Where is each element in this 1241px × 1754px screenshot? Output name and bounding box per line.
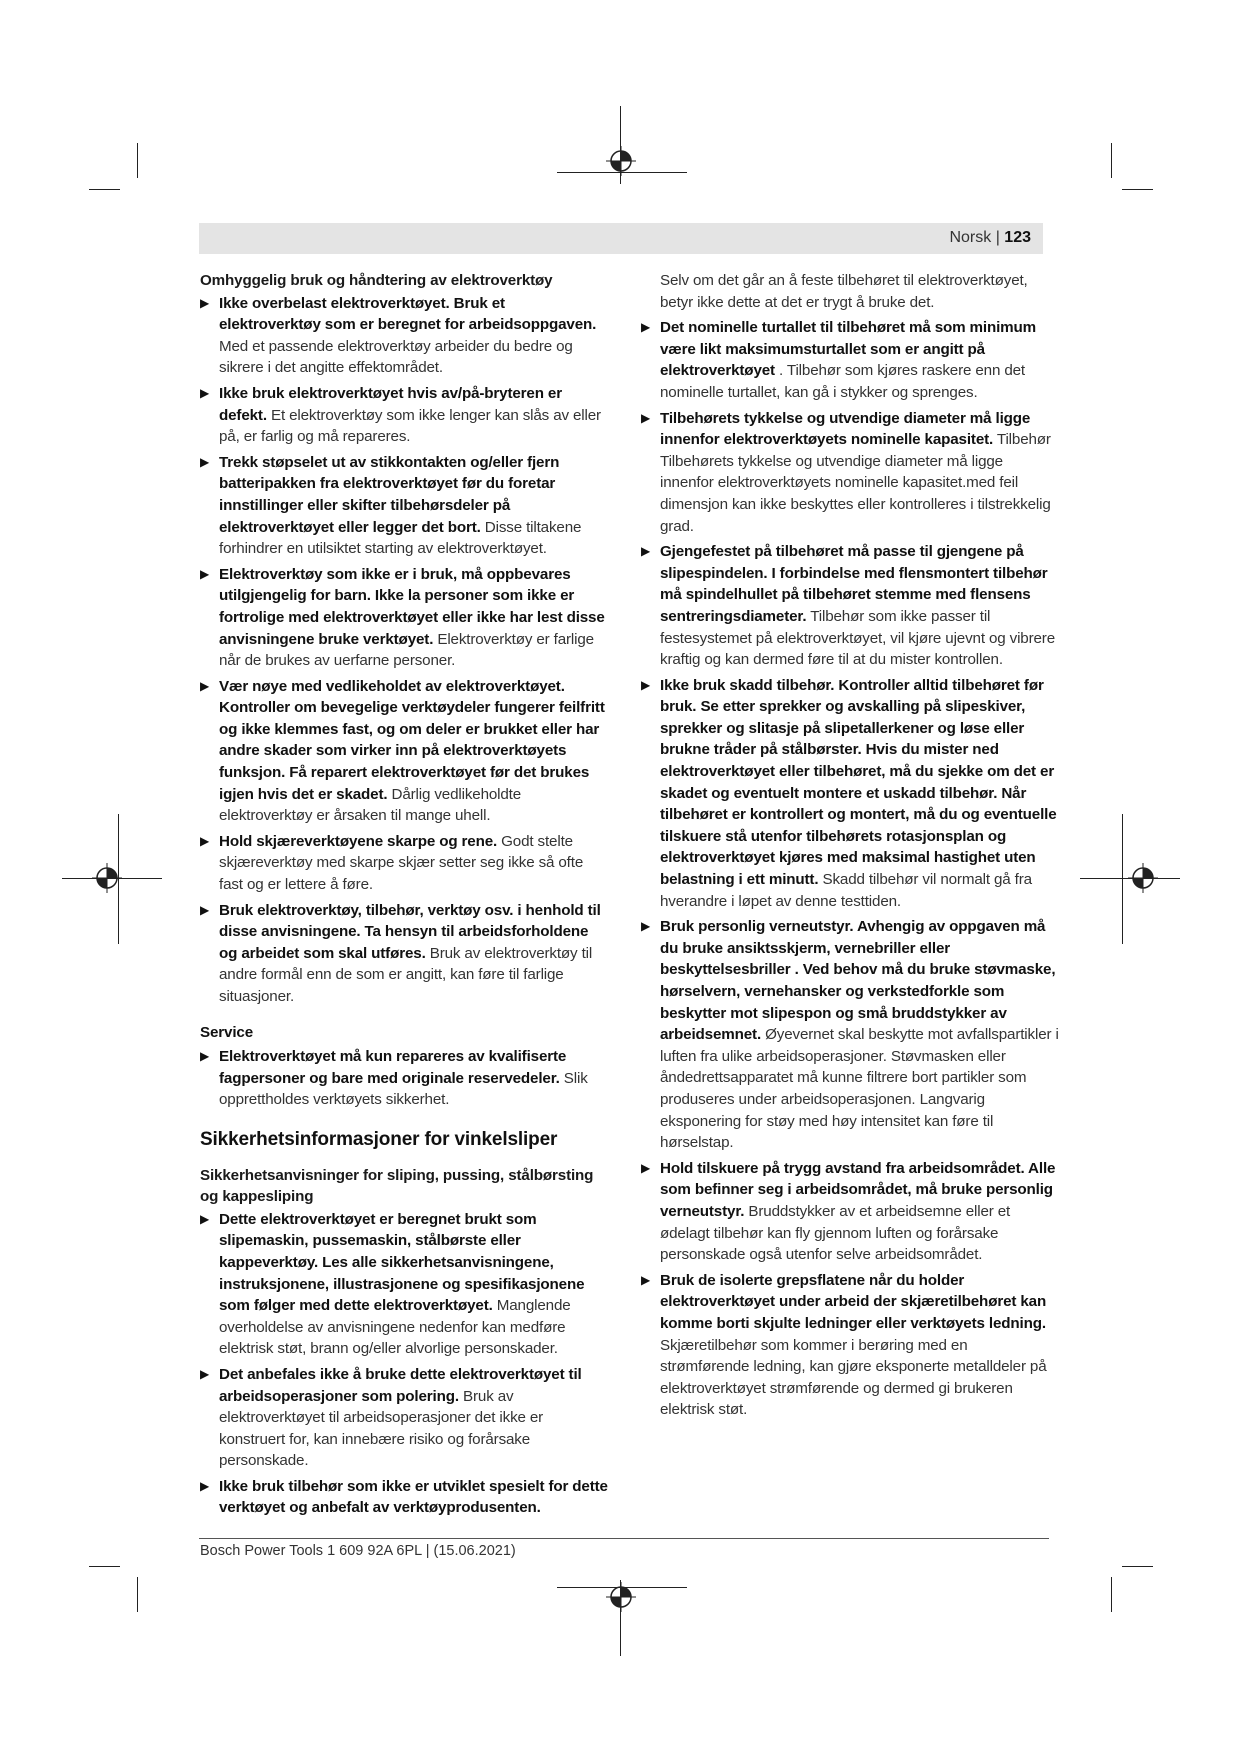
bullet-triangle-icon: ▶ [200, 833, 210, 848]
crop-mark [89, 1566, 120, 1567]
registration-target-icon [92, 863, 122, 893]
bullet-bold-text: Tilbehørets tykkelse og utvendige diameter må ligge innenfor elektroverktøyets nominelle kapasitet. [660, 409, 1031, 449]
registration-target-icon [606, 146, 636, 176]
crop-mark [1122, 1566, 1153, 1567]
crop-mark [137, 1577, 138, 1612]
bullet-text: Dårlig vedlikeholdte elektroverktøy er årsaken til mange uhell. [219, 785, 522, 825]
bullet-text: Tilbehør Tilbehørets tykkelse og utvendige diameter må ligge innenfor elektroverktøyets nominelle kapasitet.med feil dimensjon kan ikke beskyttes eller kontrolleres i tilstrekkelig grad. [660, 431, 1051, 535]
bullet-triangle-icon: ▶ [200, 295, 210, 310]
bullet-triangle-icon: ▶ [200, 678, 210, 693]
bullet-bold-text: Ikke overbelast elektroverktøyet. Bruk et elektroverktøy som er beregnet for arbeidsoppgaven. [219, 294, 597, 334]
bullet-item [641, 916, 1059, 1154]
bullet-text: Slik opprettholdes verktøyets sikkerhet. [219, 1069, 588, 1109]
bullet-item [641, 1270, 1059, 1421]
page-header [199, 223, 1043, 254]
bullet-bold-text: Dette elektroverktøyet er beregnet brukt som slipemaskin, pussemaskin, stålbørste eller kappeverktøy. Les alle sikkerhetsanvisningene, instruksjonene, illustrasjonene og spesifikasjonene som følger med dette elektroverktøyet. [219, 1210, 585, 1315]
bullet-bold-text: Bruk de isolerte grepsflatene når du holder elektroverktøyet under arbeid der skjæretilbehøret kan komme borti skjulte ledninger eller verktøyets ledning. [660, 1271, 1047, 1332]
bullet-triangle-icon: ▶ [200, 1211, 210, 1226]
bullet-text: Bruk av elektroverktøyet til arbeidsoperasjoner det ikke er konstruert for, kan innebære risiko og forårsake personskade. [219, 1387, 544, 1470]
crop-mark [137, 143, 138, 178]
bullet-triangle-icon: ▶ [641, 1160, 651, 1175]
bullet-text: Bruddstykker av et arbeidsemne eller et ødelagt tilbehør kan fly gjennom luften og forårsake personskade også utenfor selve arbeidsområdet. [660, 1202, 1011, 1264]
bullet-item [200, 452, 608, 560]
bullet-triangle-icon: ▶ [641, 1272, 651, 1287]
bullet-triangle-icon: ▶ [641, 320, 651, 335]
bullet-triangle-icon: ▶ [641, 677, 651, 692]
bullet-item [200, 293, 608, 379]
bullet-item [200, 676, 608, 827]
bullet-item [200, 1046, 608, 1111]
footer-rule [199, 1538, 1049, 1539]
right-column [641, 270, 1059, 1425]
bullet-item [641, 408, 1059, 538]
bullet-text: Manglende overholdelse av anvisningene nedenfor kan medføre elektrisk støt, brann og/eller alvorlige personskader. [219, 1297, 571, 1358]
bullet-bold-text: Ikke bruk tilbehør som ikke er utviklet spesielt for dette verktøyet og anbefalt av verktøyprodusenten. [219, 1477, 608, 1517]
bullet-text: Tilbehør som ikke passer til festesystemet på elektroverktøyet, vil kjøre ujevnt og vibrere kraftig og kan dermed føre til at du mister kontrollen. [660, 607, 1056, 669]
bullet-text: . Tilbehør som kjøres raskere enn det nominelle turtallet, kan gå i stykker og sprenges. [660, 362, 1026, 401]
bullet-item [200, 1476, 608, 1519]
header-separator: | [995, 229, 1000, 246]
bullet-item [200, 1364, 608, 1472]
bullet-triangle-icon: ▶ [200, 902, 210, 917]
left-column [200, 270, 608, 1523]
page-number: 123 [1004, 229, 1031, 246]
bullet-bold-text: Trekk støpselet ut av stikkontakten og/eller fjern batteripakken fra elektroverktøyet før du foretar innstillinger eller skifter tilbehørsdeler på elektroverktøyet eller legger det bort. [219, 453, 560, 536]
bullet-text: Øyevernet skal beskytte mot avfallspartikler i luften fra ulike arbeidsoperasjoner. Støvmasken eller åndedrettsapparatet må kunne filtrere bort partikler som produseres under arbeidsoperasjonen. Langvarig eksponering for støy med høy intensitet kan føre til hørselstap. [660, 1026, 1059, 1152]
bullet-text: Disse tiltakene forhindrer en utilsiktet starting av elektroverktøyet. [219, 518, 582, 558]
service-heading: Service [200, 1023, 253, 1041]
subheading: Sikkerhetsanvisninger for sliping, pussing, stålbørsting og kappesliping [200, 1166, 594, 1206]
bullet-bold-text: Elektroverktøyet må kun repareres av kvalifiserte fagpersoner og bare med originale reservedeler. [219, 1048, 567, 1087]
bullet-item [200, 900, 608, 1008]
bullet-bold-text: Hold skjæreverktøyene skarpe og rene. [219, 832, 498, 850]
registration-line [1122, 814, 1123, 944]
crop-mark [89, 189, 120, 190]
bullet-bold-text: Gjengefestet på tilbehøret må passe til gjengene på slipespindelen. I forbindelse med flensmontert tilbehør må spindelhullet på tilbehøret stemme med flensens sentreringsdiameter. [660, 543, 1048, 625]
bullet-triangle-icon: ▶ [200, 385, 210, 400]
bullet-text: Bruk av elektroverktøy til andre formål enn de som er angitt, kan føre til farlige situasjoner. [219, 944, 593, 1005]
bullet-triangle-icon: ▶ [200, 1366, 210, 1381]
bullet-item [641, 317, 1059, 403]
bullet-text: Med et passende elektroverktøy arbeider du bedre og sikrere i det angitte effektområdet. [219, 337, 573, 377]
bullet-bold-text: Det anbefales ikke å bruke dette elektroverktøyet til arbeidsoperasjoner som polering. [219, 1365, 582, 1405]
bullet-bold-text: Hold tilskuere på trygg avstand fra arbeidsområdet. Alle som befinner seg i arbeidsområdet, må bruke personlig verneutstyr. [660, 1159, 1056, 1220]
bullet-text: Skadd tilbehør vil normalt gå fra hverandre i løpet av denne testtiden. [660, 871, 1032, 910]
bullet-triangle-icon: ▶ [200, 1049, 210, 1064]
crop-mark [1111, 1577, 1112, 1612]
bullet-triangle-icon: ▶ [641, 919, 651, 934]
section-title: Sikkerhetsinformasjoner for vinkelsliper [200, 1128, 558, 1150]
bullet-item [641, 675, 1059, 913]
crop-mark [1122, 189, 1153, 190]
bullet-item [200, 383, 608, 448]
header-label [949, 229, 1031, 247]
bullet-bold-text: Vær nøye med vedlikeholdet av elektroverktøyet. Kontroller om bevegelige verktøydeler fungerer feilfritt og ikke klemmes fast, og om deler er brukket eller har andre skader som virker inn på elektroverktøyets funksjon. Få reparert elektroverktøyet før det brukes igjen hvis det er skadet. [219, 677, 605, 803]
bullet-bold-text: Ikke bruk elektroverktøyet hvis av/på-bryteren er defekt. [219, 384, 562, 424]
crop-mark [1111, 143, 1112, 178]
bullet-bold-text: Bruk personlig verneutstyr. Avhengig av oppgaven må du bruke ansiktsskjerm, vernebriller eller beskyttelsesbriller . Ved behov må du bruke støvmaske, hørselvern, vernehansker og verkstedforkle som beskytter mot slipespon og små bruddstykker av arbeidsemnet. [660, 918, 1056, 1044]
bullet-bold-text: Elektroverktøy som ikke er i bruk, må oppbevares utilgjengelig for barn. Ikke la personer som ikke er fortrolige med elektroverktøyet eller ikke har lest disse anvisningene bruke verktøyet. [219, 565, 605, 648]
registration-target-icon [606, 1582, 636, 1612]
bullet-bold-text: Bruk elektroverktøy, tilbehør, verktøy osv. i henhold til disse anvisningene. Ta hensyn til arbeidsforholdene og arbeidet som skal utføres. [219, 901, 601, 962]
bullet-item [200, 831, 608, 896]
bullet-triangle-icon: ▶ [641, 410, 651, 425]
header-language: Norsk [949, 229, 992, 246]
page-footer: Bosch Power Tools 1 609 92A 6PL | (15.06.2021) [200, 1543, 516, 1559]
bullet-triangle-icon: ▶ [200, 1478, 210, 1493]
bullet-bold-text: Det nominelle turtallet til tilbehøret må som minimum være likt maksimumsturtallet som er angitt på elektroverktøyet [660, 319, 1037, 380]
section-heading: Omhyggelig bruk og håndtering av elektroverktøy [200, 272, 553, 289]
bullet-item [200, 564, 608, 672]
bullet-bold-text: Ikke bruk skadd tilbehør. Kontroller alltid tilbehøret før bruk. Se etter sprekker og avskalling på slipeskiver, sprekker og slitasje på slipetallerkener og løse eller brukne tråder på stålbørster. Hvis du mister ned elektroverktøyet eller tilbehøret, må du sjekke om det er skadet og eventuelt montere et uskadd tilbehør. Når tilbehøret er kontrollert og montert, må du og eventuelle tilskuere stå utenfor tilbehørets rotasjonsplan og elektroverktøyet kjøres med maksimal hastighet uten belastning i ett minutt. [660, 676, 1057, 889]
bullet-triangle-icon: ▶ [200, 454, 210, 469]
bullet-text: Et elektroverktøy som ikke lenger kan slås av eller på, er farlig og må repareres. [219, 406, 601, 446]
bullet-triangle-icon: ▶ [200, 566, 210, 581]
bullet-item [641, 541, 1059, 671]
bullet-text: Elektroverktøy er farlige når de brukes av uerfarne personer. [219, 630, 594, 670]
bullet-item [641, 1158, 1059, 1266]
bullet-text: Skjæretilbehør som kommer i berøring med en strømførende ledning, kan gjøre eksponerte metalldeler på elektroverktøyet strømførende og dermed gi brukeren elektrisk støt. [660, 1336, 1047, 1419]
continuation-text: Selv om det går an å feste tilbehøret til elektroverktøyet, betyr ikke dette at det er trygt å bruke det. [660, 272, 1028, 311]
bullet-item [200, 1209, 608, 1360]
registration-target-icon [1128, 863, 1158, 893]
bullet-text: Godt stelte skjæreverktøy med skarpe skjær setter seg ikke så ofte fast og er lettere å føre. [219, 832, 584, 894]
bullet-triangle-icon: ▶ [641, 544, 651, 559]
